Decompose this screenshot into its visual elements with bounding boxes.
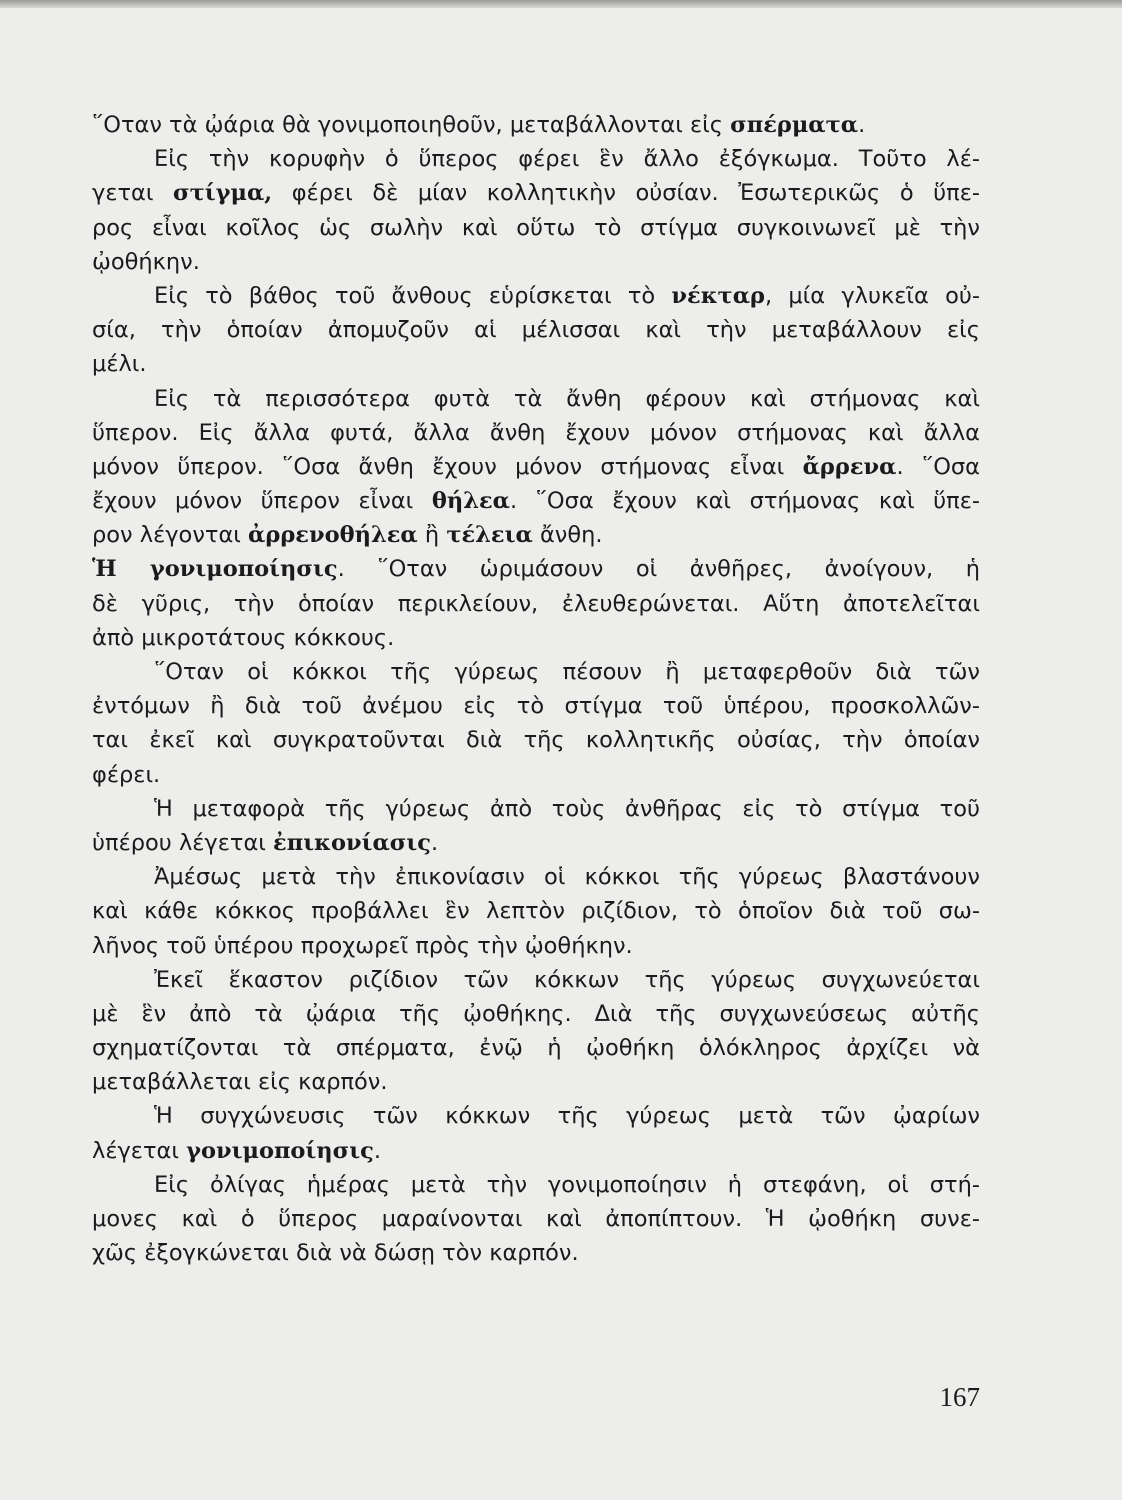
text-line <box>92 894 980 928</box>
text-segment: ται ἐκεῖ καὶ συγκρατοῦνται διὰ τῆς κολλητικῆς οὐσίας, τὴν ὁποίαν <box>92 727 980 754</box>
text-line <box>92 963 980 997</box>
text-segment: γεται <box>92 180 174 207</box>
text-line <box>92 929 980 963</box>
text-line <box>92 1065 980 1099</box>
text-segment: . ῞Οσα <box>896 453 980 480</box>
text-segment: μὲ ἓν ἀπὸ τὰ ᾠάρια τῆς ᾠοθήκης. Διὰ τῆς συγχωνεύσεως αὐτῆς <box>92 1000 980 1027</box>
text-segment: . ῞Οταν ὡριμάσουν οἱ ἀνθῆρες, ἀνοίγουν, ἡ <box>337 556 980 583</box>
text-segment: . ῞Οσα ἔχουν καὶ στήμονας καὶ ὕπε- <box>509 488 980 515</box>
text-segment: . <box>858 112 866 138</box>
text-segment: δὲ γῦρις, τὴν ὁποίαν περικλείουν, ἐλευθερώνεται. Αὕτη ἀποτελεῖται <box>92 590 980 617</box>
text-line <box>92 211 980 245</box>
text-segment: μονες καὶ ὁ ὕπερος μαραίνονται καὶ ἀποπίπτουν. Ἡ ᾠοθήκη συνε- <box>92 1206 980 1232</box>
text-line <box>92 450 980 484</box>
text-segment: ᾠοθήκην. <box>92 248 200 275</box>
text-segment: μεταβάλλεται εἰς καρπόν. <box>92 1069 388 1096</box>
bold-term: ἄρρενα <box>802 453 897 480</box>
text-line <box>92 176 980 210</box>
page-body-text <box>92 108 980 1270</box>
text-segment: ἢ <box>417 522 447 549</box>
text-line <box>92 1168 980 1202</box>
text-segment: Ἀμέσως μετὰ τὴν ἐπικονίασιν οἱ κόκκοι τῆς γύρεως βλαστάνουν <box>154 864 980 891</box>
text-line <box>92 245 980 279</box>
text-line <box>92 792 980 826</box>
text-segment: Εἰς τὴν κορυφὴν ὁ ὕπερος φέρει ἓν ἄλλο ἐξόγκωμα. Τοῦτο λέ- <box>154 146 980 173</box>
text-line <box>92 108 980 142</box>
text-segment: λῆνος τοῦ ὑπέρου προχωρεῖ πρὸς τὴν ᾠοθήκην. <box>92 932 633 959</box>
text-segment: ἄνθη. <box>532 522 603 549</box>
text-segment: ἔχουν μόνον ὕπερον εἶναι <box>92 488 432 515</box>
text-line <box>92 826 980 860</box>
text-line <box>92 621 980 655</box>
text-line <box>92 1202 980 1236</box>
bold-term: ἀρρενοθήλεα <box>248 522 418 549</box>
text-segment: ρος εἶναι κοῖλος ὡς σωλὴν καὶ οὕτω τὸ στίγμα συγκοινωνεῖ μὲ τὴν <box>92 214 980 241</box>
text-line <box>92 416 980 450</box>
text-segment: ρον λέγονται <box>92 522 249 549</box>
text-segment: ἀπὸ μικροτάτους κόκκους. <box>92 624 395 651</box>
text-segment: σία, τὴν ὁποίαν ἀπομυζοῦν αἱ μέλισσαι καὶ τὴν μεταβάλλουν εἰς <box>92 317 980 344</box>
bold-term: στίγμα, <box>173 180 273 207</box>
text-segment: ῞Οταν τὰ ᾠάρια θὰ γονιμοποιηθοῦν, μεταβάλλονται εἰς <box>92 112 731 138</box>
text-segment: φέρει. <box>92 761 161 788</box>
text-line <box>92 689 980 723</box>
bold-term: ἐπικονίασις <box>273 829 431 856</box>
bold-term: θήλεα <box>431 488 510 515</box>
text-segment: ὑπέρου λέγεται <box>92 829 274 856</box>
text-segment: καὶ κάθε κόκκος προβάλλει ἓν λεπτὸν ριζίδιον, τὸ ὁποῖον διὰ τοῦ σω- <box>92 898 980 925</box>
text-segment: Ἡ μεταφορὰ τῆς γύρεως ἀπὸ τοὺς ἀνθῆρας εἰς τὸ στίγμα τοῦ <box>154 795 980 822</box>
text-segment: Ἡ συγχώνευσις τῶν κόκκων τῆς γύρεως μετὰ τῶν ᾠαρίων <box>154 1103 980 1130</box>
text-line <box>92 723 980 757</box>
text-line <box>92 1236 980 1270</box>
text-segment: . <box>430 829 439 856</box>
text-line <box>92 279 980 313</box>
text-line <box>92 347 980 381</box>
text-line <box>92 552 980 586</box>
text-segment: λέγεται <box>92 1137 187 1164</box>
text-segment: ῞Οταν οἱ κόκκοι τῆς γύρεως πέσουν ἢ μεταφερθοῦν διὰ τῶν <box>154 659 980 685</box>
text-segment: ὕπερον. Εἰς ἄλλα φυτά, ἄλλα ἄνθη ἔχουν μόνον στήμονας καὶ ἄλλα <box>92 419 980 446</box>
text-segment: μέλι. <box>92 351 147 378</box>
text-segment: Ἐκεῖ ἕκαστον ριζίδιον τῶν κόκκων τῆς γύρεως συγχωνεύεται <box>154 966 980 993</box>
text-line <box>92 382 980 416</box>
page-top-edge <box>0 0 1122 8</box>
text-segment: χῶς ἐξογκώνεται διὰ νὰ δώσῃ τὸν καρπόν. <box>92 1240 579 1267</box>
text-segment: ἐντόμων ἢ διὰ τοῦ ἀνέμου εἰς τὸ στίγμα τοῦ ὑπέρου, προσκολλῶν- <box>92 693 980 720</box>
text-segment: Εἰς τὰ περισσότερα φυτὰ τὰ ἄνθη φέρουν καὶ στήμονας καὶ <box>154 385 980 412</box>
bold-term: γονιμοποίησις <box>186 1137 374 1164</box>
text-line <box>92 313 980 347</box>
text-line <box>92 758 980 792</box>
text-line <box>92 142 980 176</box>
text-line <box>92 860 980 894</box>
text-segment: . <box>373 1137 381 1164</box>
text-segment: Εἰς ὀλίγας ἡμέρας μετὰ τὴν γονιμοποίησιν ἡ στεφάνη, οἱ στή- <box>154 1171 980 1198</box>
text-line <box>92 1099 980 1133</box>
text-line <box>92 484 980 518</box>
text-segment: σχηματίζονται τὰ σπέρματα, ἐνῷ ἡ ᾠοθήκη ὁλόκληρος ἀρχίζει νὰ <box>92 1035 980 1062</box>
text-segment: φέρει δὲ μίαν κολλητικὴν οὐσίαν. Ἐσωτερικῶς ὁ ὕπε- <box>272 180 980 207</box>
text-segment: Εἰς τὸ βάθος τοῦ ἄνθους εὑρίσκεται τὸ <box>154 282 672 309</box>
page-number: 167 <box>939 1382 980 1412</box>
bold-term: σπέρματα <box>730 112 859 138</box>
text-line <box>92 1031 980 1065</box>
bold-term: τέλεια <box>446 522 533 549</box>
text-line <box>92 587 980 621</box>
text-line <box>92 655 980 689</box>
text-line <box>92 997 980 1031</box>
text-segment: μόνον ὕπερον. ῞Οσα ἄνθη ἔχουν μόνον στήμονας εἶναι <box>92 453 803 480</box>
bold-term: Ἡ γονιμοποίησις <box>92 556 338 583</box>
text-segment: , μία γλυκεῖα οὐ- <box>764 282 980 309</box>
text-line <box>92 518 980 552</box>
bold-term: νέκταρ <box>671 282 765 309</box>
text-line <box>92 1134 980 1168</box>
